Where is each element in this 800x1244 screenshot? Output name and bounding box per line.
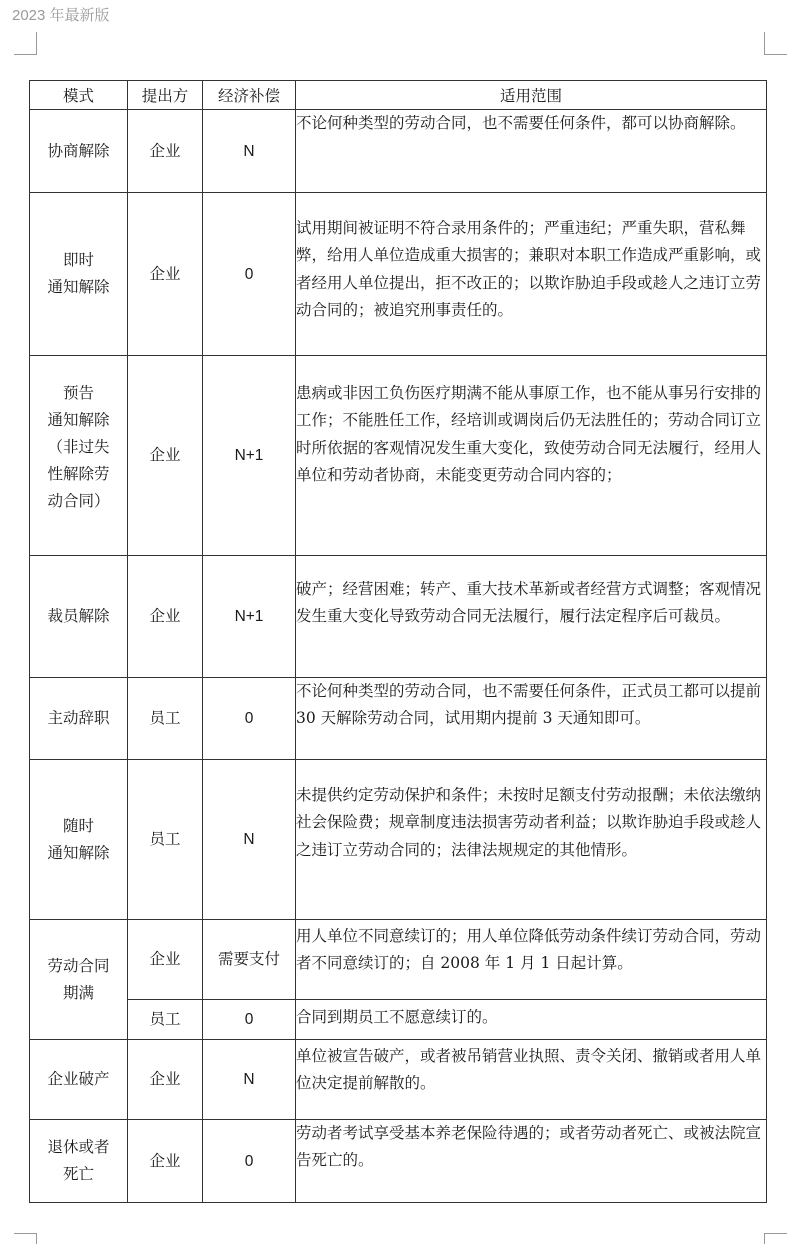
party-cell: 企业 [128, 1120, 203, 1203]
mode-cell: 企业破产 [30, 1040, 128, 1120]
crop-mark-bottom-left [14, 1233, 37, 1244]
table-row [30, 678, 767, 760]
scope-cell: 不论何种类型的劳动合同，也不需要任何条件，正式员工都可以提前 30 天解除劳动合同，试用期内提前 3 天通知即可。 [296, 678, 767, 760]
mode-cell: 裁员解除 [30, 556, 128, 678]
compensation-cell: 0 [203, 1120, 296, 1203]
party-cell: 企业 [128, 556, 203, 678]
scope-cell: 未提供约定劳动保护和条件；未按时足额支付劳动报酬；未依法缴纳社会保险费；规章制度违法损害劳动者利益；以欺诈胁迫手段或趁人之违订立劳动合同的；法律法规规定的其他情形。 [296, 760, 767, 920]
mode-cell: 预告 通知解除 （非过失 性解除劳 动合同） [30, 356, 128, 556]
mode-cell: 主动辞职 [30, 678, 128, 760]
crop-mark-top-left [14, 32, 37, 55]
party-cell: 员工 [128, 678, 203, 760]
scope-cell: 用人单位不同意续订的；用人单位降低劳动条件续订劳动合同，劳动者不同意续订的；自 2008 年 1 月 1 日起计算。 [296, 920, 767, 1000]
table-row [30, 760, 767, 920]
mode-cell: 随时 通知解除 [30, 760, 128, 920]
crop-mark-bottom-right [764, 1233, 787, 1244]
mode-cell: 协商解除 [30, 110, 128, 193]
party-cell: 员工 [128, 760, 203, 920]
party-cell: 企业 [128, 193, 203, 356]
compensation-cell: 0 [203, 193, 296, 356]
compensation-cell: N [203, 760, 296, 920]
scope-cell: 劳动者考试享受基本养老保险待遇的；或者劳动者死亡、或被法院宣告死亡的。 [296, 1120, 767, 1203]
party-cell: 员工 [128, 1000, 203, 1040]
header-mode: 模式 [30, 81, 128, 110]
party-cell: 企业 [128, 920, 203, 1000]
scope-cell: 患病或非因工负伤医疗期满不能从事原工作，也不能从事另行安排的工作；不能胜任工作，经培训或调岗后仍无法胜任的；劳动合同订立时所依据的客观情况发生重大变化，致使劳动合同无法履行，经用人单位和劳动者协商，未能变更劳动合同内容的； [296, 356, 767, 556]
table-header-row [30, 81, 767, 110]
party-cell: 企业 [128, 356, 203, 556]
scope-cell: 试用期间被证明不符合录用条件的；严重违纪；严重失职，营私舞弊，给用人单位造成重大损害的；兼职对本职工作造成严重影响，或者经用人单位提出，拒不改正的；以欺诈胁迫手段或趁人之违订立劳动合同的；被追究刑事责任的。 [296, 193, 767, 356]
scope-cell: 合同到期员工不愿意续订的。 [296, 1000, 767, 1040]
termination-policy-table [29, 80, 767, 1203]
header-compensation: 经济补偿 [203, 81, 296, 110]
mode-cell: 即时 通知解除 [30, 193, 128, 356]
compensation-cell: N [203, 110, 296, 193]
table-row [30, 556, 767, 678]
header-scope: 适用范围 [296, 81, 767, 110]
compensation-cell: 需要支付 [203, 920, 296, 1000]
scope-cell: 破产；经营困难；转产、重大技术革新或者经营方式调整；客观情况发生重大变化导致劳动合同无法履行，履行法定程序后可裁员。 [296, 556, 767, 678]
mode-cell: 劳动合同 期满 [30, 920, 128, 1040]
compensation-cell: N+1 [203, 356, 296, 556]
compensation-cell: 0 [203, 1000, 296, 1040]
header-party: 提出方 [128, 81, 203, 110]
table-row [30, 920, 767, 1000]
crop-mark-top-right [764, 32, 787, 55]
mode-cell: 退休或者 死亡 [30, 1120, 128, 1203]
compensation-cell: N [203, 1040, 296, 1120]
table-row [30, 193, 767, 356]
compensation-cell: N+1 [203, 556, 296, 678]
scope-cell: 不论何种类型的劳动合同，也不需要任何条件，都可以协商解除。 [296, 110, 767, 193]
compensation-cell: 0 [203, 678, 296, 760]
scope-cell: 单位被宣告破产，或者被吊销营业执照、责令关闭、撤销或者用人单位决定提前解散的。 [296, 1040, 767, 1120]
table-row [30, 356, 767, 556]
party-cell: 企业 [128, 1040, 203, 1120]
document-version-header: 2023 年最新版 [12, 7, 110, 24]
table-row [30, 1040, 767, 1120]
party-cell: 企业 [128, 110, 203, 193]
table-row [30, 110, 767, 193]
table-row [30, 1120, 767, 1203]
table-row [30, 1000, 767, 1040]
